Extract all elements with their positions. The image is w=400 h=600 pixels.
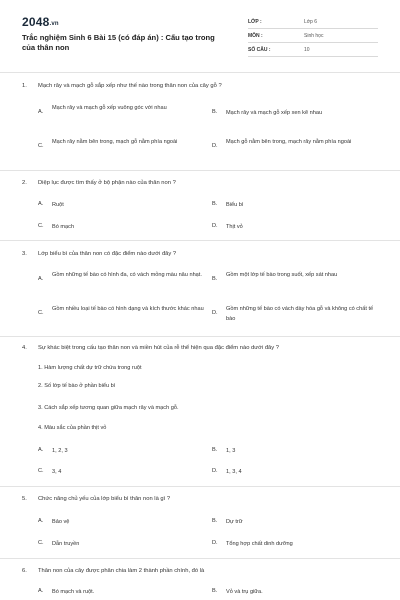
option-letter: D. xyxy=(212,468,218,474)
option-letter: C. xyxy=(38,310,44,316)
logo-suffix: .vn xyxy=(49,21,59,27)
option-text: 1, 2, 3 xyxy=(52,448,68,454)
option-letter: A. xyxy=(38,201,44,207)
option-letter: A. xyxy=(38,518,44,524)
question-text: Sự khác biệt trong cấu tạo thân non và miền hút của rễ thể hiện qua đặc điểm nào dưới đây ? xyxy=(38,345,280,351)
question-number: 6. xyxy=(22,568,27,574)
option-letter: D. xyxy=(212,143,218,149)
document-header xyxy=(22,12,378,62)
divider xyxy=(0,170,400,171)
question-text: Diệp lục được tìm thấy ở bộ phận nào của thân non ? xyxy=(38,180,176,186)
question-number: 2. xyxy=(22,180,27,186)
option-letter: D. xyxy=(212,540,218,546)
site-logo[interactable] xyxy=(22,15,59,29)
option-text: 1, 3, 4 xyxy=(226,469,242,475)
meta-key: LỚP : xyxy=(248,19,262,25)
option-text: 1, 3 xyxy=(226,448,236,454)
option-letter: C. xyxy=(38,540,44,546)
option-text: Ruột xyxy=(52,202,64,208)
option-text: Dự trữ xyxy=(226,519,243,525)
logo-text: 2048 xyxy=(22,15,50,29)
option-text: Gồm nhiều loại tế bào có hình dạng và kích thước khác nhau xyxy=(52,306,204,312)
meta-key: MÔN : xyxy=(248,33,263,39)
option-letter: B. xyxy=(212,518,218,524)
meta-value: Sinh học xyxy=(304,33,324,39)
divider xyxy=(0,336,400,337)
option-text: Vỏ và trụ giữa. xyxy=(226,589,263,595)
option-text: Tổng hợp chất dinh dưỡng xyxy=(226,541,293,547)
statement-1: 1. Hàm lượng chất dự trữ chứa trong ruột xyxy=(38,365,142,371)
option-letter: B. xyxy=(212,588,218,594)
question-text: Thân non của cây được phân chia làm 2 thành phần chính, đó là xyxy=(38,568,205,574)
option-letter: C. xyxy=(38,143,44,149)
option-text: Mạch rây và mạch gỗ xếp vuông góc với nhau xyxy=(52,105,167,111)
option-text: Mạch rây nằm bên trong, mạch gỗ nằm phía ngoài xyxy=(52,139,178,145)
option-text: Gồm một lớp tế bào trong suốt, xếp sát nhau xyxy=(226,272,338,278)
option-text: Bó mạch và ruột. xyxy=(52,589,95,595)
statement-2: 2. Số lớp tế bào ở phần biểu bì xyxy=(38,383,116,389)
option-letter: C. xyxy=(38,468,44,474)
quiz-title: Trắc nghiệm Sinh 6 Bài 15 (có đáp án) : Cấu tạo trong của thân non xyxy=(22,33,215,52)
option-letter: B. xyxy=(212,447,218,453)
option-letter: A. xyxy=(38,109,44,115)
meta-row-subject xyxy=(248,29,378,43)
option-letter: A. xyxy=(38,276,44,282)
option-letter: B. xyxy=(212,109,218,115)
option-text: Dẫn truyền xyxy=(52,541,80,547)
question-number: 1. xyxy=(22,83,27,89)
option-text: Gồm những tế bào có vách dày hóa gỗ và không có chất tế bào xyxy=(226,306,374,322)
option-text: Biểu bì xyxy=(226,202,244,208)
question-number: 3. xyxy=(22,251,27,257)
option-text: Mạch gỗ nằm bên trong, mạch rây nằm phía ngoài xyxy=(226,139,352,145)
question-text: Mạch rây và mạch gỗ sắp xếp như thế nào trong thân non của cây gỗ ? xyxy=(38,83,222,89)
meta-row-class xyxy=(248,15,378,29)
option-letter: C. xyxy=(38,223,44,229)
divider xyxy=(0,486,400,487)
option-text: Thịt vỏ xyxy=(226,224,243,230)
option-text: Mạch rây và mạch gỗ xếp xen kẽ nhau xyxy=(226,110,323,116)
option-text: Bảo vệ xyxy=(52,519,70,525)
divider xyxy=(0,72,400,73)
option-letter: A. xyxy=(38,447,44,453)
divider xyxy=(0,558,400,559)
meta-row-count xyxy=(248,43,378,57)
divider xyxy=(0,240,400,241)
meta-value: Lớp 6 xyxy=(304,19,318,25)
option-text: Bó mạch xyxy=(52,224,75,230)
question-number: 5. xyxy=(22,496,27,502)
meta-table xyxy=(248,15,378,57)
meta-value: 10 xyxy=(304,47,310,53)
option-text: 3, 4 xyxy=(52,469,62,475)
option-letter: B. xyxy=(212,276,218,282)
meta-key: SỐ CÂU : xyxy=(248,47,271,53)
statement-4: 4. Màu sắc của phần thịt vỏ xyxy=(38,425,107,431)
question-text: Chức năng chủ yếu của lớp biểu bì thân non là gì ? xyxy=(38,496,171,502)
option-letter: A. xyxy=(38,588,44,594)
question-text: Lớp biểu bì của thân non có đặc điểm nào dưới đây ? xyxy=(38,251,177,257)
question-number: 4. xyxy=(22,345,27,351)
statement-3: 3. Cách sắp xếp tương quan giữa mạch rây và mạch gỗ. xyxy=(38,405,179,411)
option-text: Gồm những tế bào có hình đa, có vách mỏng màu nâu nhạt. xyxy=(52,272,202,278)
option-letter: D. xyxy=(212,310,218,316)
option-letter: D. xyxy=(212,223,218,229)
option-letter: B. xyxy=(212,201,218,207)
